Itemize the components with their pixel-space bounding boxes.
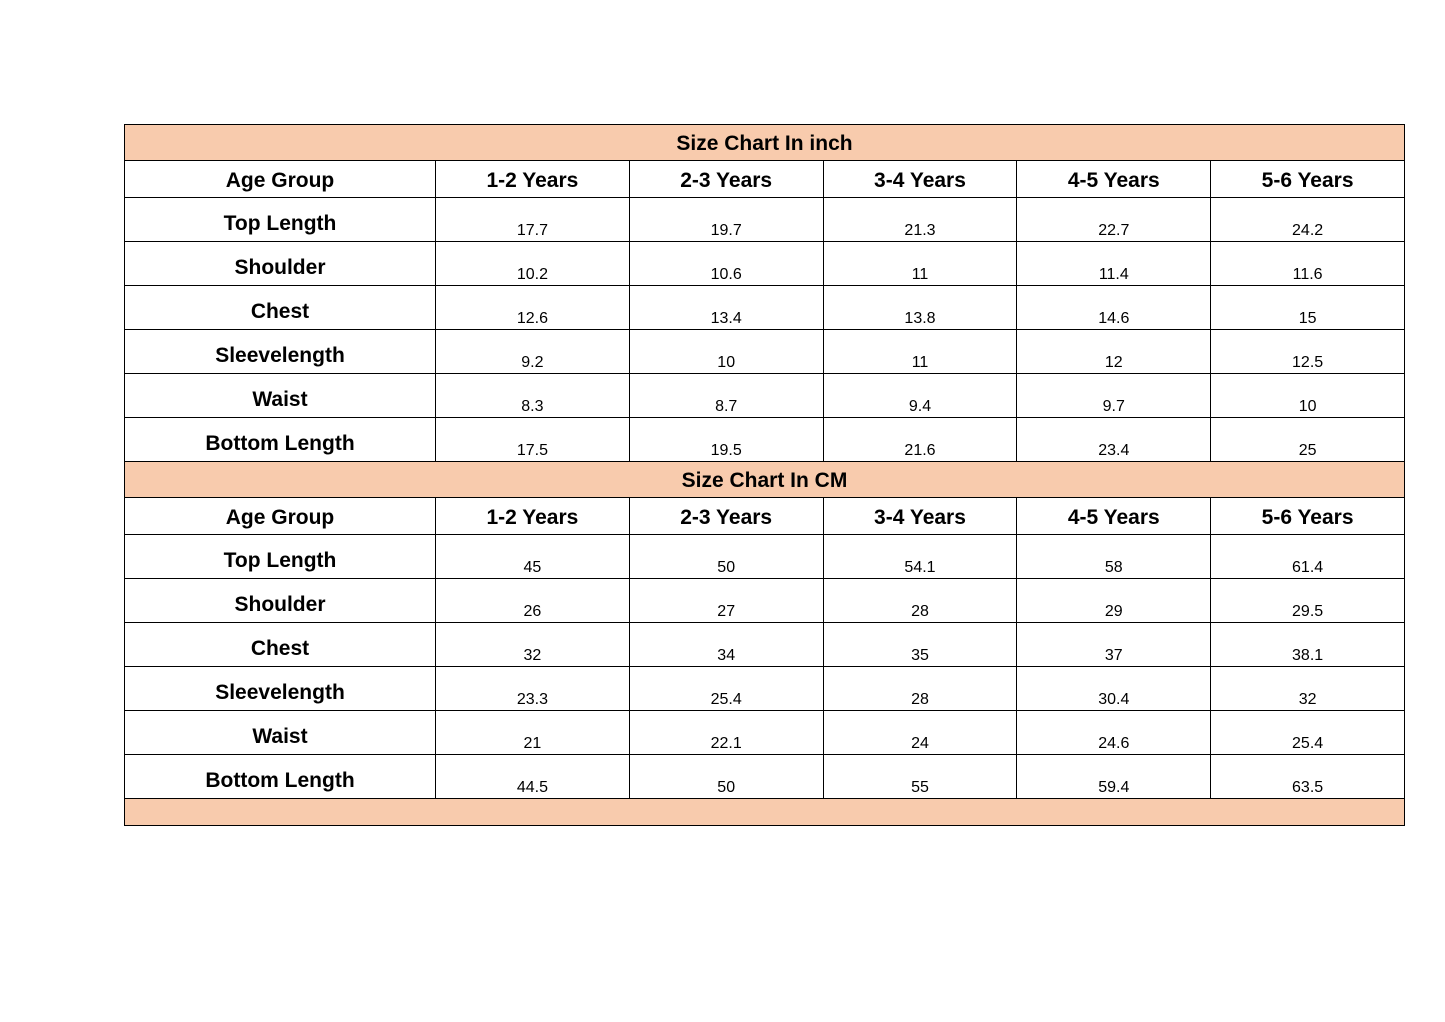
value-cell: 63.5	[1211, 755, 1405, 799]
value-cell: 11.4	[1017, 242, 1211, 286]
cm-header-row	[125, 498, 1405, 535]
row-label: Waist	[125, 711, 436, 755]
table-row	[125, 330, 1405, 374]
value-cell: 11	[823, 242, 1017, 286]
size-chart-table	[124, 124, 1405, 826]
table-row	[125, 286, 1405, 330]
value-cell: 9.2	[436, 330, 630, 374]
header-cell: 4-5 Years	[1017, 498, 1211, 535]
value-cell: 32	[1211, 667, 1405, 711]
header-cell: 3-4 Years	[823, 498, 1017, 535]
value-cell: 8.7	[629, 374, 823, 418]
value-cell: 23.3	[436, 667, 630, 711]
table-row	[125, 711, 1405, 755]
value-cell: 17.5	[436, 418, 630, 462]
footer-band-row	[125, 799, 1405, 826]
value-cell: 37	[1017, 623, 1211, 667]
value-cell: 21	[436, 711, 630, 755]
value-cell: 44.5	[436, 755, 630, 799]
value-cell: 24.6	[1017, 711, 1211, 755]
value-cell: 12.6	[436, 286, 630, 330]
row-label: Shoulder	[125, 242, 436, 286]
value-cell: 29	[1017, 579, 1211, 623]
row-label: Sleevelength	[125, 667, 436, 711]
header-cell-age-group: Age Group	[125, 498, 436, 535]
value-cell: 11	[823, 330, 1017, 374]
value-cell: 34	[629, 623, 823, 667]
table-row	[125, 535, 1405, 579]
value-cell: 10.6	[629, 242, 823, 286]
inch-section-title-row	[125, 125, 1405, 161]
cm-section-title-row	[125, 462, 1405, 498]
value-cell: 28	[823, 667, 1017, 711]
row-label: Chest	[125, 286, 436, 330]
table-row	[125, 198, 1405, 242]
value-cell: 8.3	[436, 374, 630, 418]
value-cell: 55	[823, 755, 1017, 799]
header-cell: 3-4 Years	[823, 161, 1017, 198]
value-cell: 29.5	[1211, 579, 1405, 623]
row-label: Chest	[125, 623, 436, 667]
table-row	[125, 418, 1405, 462]
value-cell: 9.4	[823, 374, 1017, 418]
value-cell: 54.1	[823, 535, 1017, 579]
value-cell: 35	[823, 623, 1017, 667]
value-cell: 19.7	[629, 198, 823, 242]
value-cell: 10	[629, 330, 823, 374]
value-cell: 13.4	[629, 286, 823, 330]
value-cell: 58	[1017, 535, 1211, 579]
value-cell: 23.4	[1017, 418, 1211, 462]
value-cell: 14.6	[1017, 286, 1211, 330]
value-cell: 17.7	[436, 198, 630, 242]
header-cell: 4-5 Years	[1017, 161, 1211, 198]
value-cell: 12	[1017, 330, 1211, 374]
header-cell: 5-6 Years	[1211, 161, 1405, 198]
row-label: Bottom Length	[125, 418, 436, 462]
value-cell: 26	[436, 579, 630, 623]
value-cell: 25.4	[629, 667, 823, 711]
value-cell: 30.4	[1017, 667, 1211, 711]
row-label: Top Length	[125, 198, 436, 242]
value-cell: 24.2	[1211, 198, 1405, 242]
row-label: Sleevelength	[125, 330, 436, 374]
value-cell: 15	[1211, 286, 1405, 330]
header-cell-age-group: Age Group	[125, 161, 436, 198]
value-cell: 9.7	[1017, 374, 1211, 418]
footer-band	[125, 799, 1405, 826]
value-cell: 19.5	[629, 418, 823, 462]
value-cell: 11.6	[1211, 242, 1405, 286]
table-row	[125, 374, 1405, 418]
row-label: Waist	[125, 374, 436, 418]
row-label: Top Length	[125, 535, 436, 579]
header-cell: 2-3 Years	[629, 498, 823, 535]
value-cell: 13.8	[823, 286, 1017, 330]
value-cell: 38.1	[1211, 623, 1405, 667]
value-cell: 10.2	[436, 242, 630, 286]
value-cell: 22.1	[629, 711, 823, 755]
cm-section-title: Size Chart In CM	[125, 462, 1405, 498]
header-cell: 5-6 Years	[1211, 498, 1405, 535]
value-cell: 28	[823, 579, 1017, 623]
table-row	[125, 579, 1405, 623]
inch-header-row	[125, 161, 1405, 198]
table-row	[125, 667, 1405, 711]
value-cell: 21.3	[823, 198, 1017, 242]
value-cell: 24	[823, 711, 1017, 755]
value-cell: 45	[436, 535, 630, 579]
value-cell: 50	[629, 535, 823, 579]
value-cell: 32	[436, 623, 630, 667]
header-cell: 1-2 Years	[436, 498, 630, 535]
value-cell: 61.4	[1211, 535, 1405, 579]
value-cell: 12.5	[1211, 330, 1405, 374]
value-cell: 10	[1211, 374, 1405, 418]
table-row	[125, 242, 1405, 286]
inch-section-title: Size Chart In inch	[125, 125, 1405, 161]
row-label: Bottom Length	[125, 755, 436, 799]
header-cell: 2-3 Years	[629, 161, 823, 198]
table-row	[125, 623, 1405, 667]
value-cell: 50	[629, 755, 823, 799]
value-cell: 25.4	[1211, 711, 1405, 755]
value-cell: 21.6	[823, 418, 1017, 462]
table-row	[125, 755, 1405, 799]
value-cell: 27	[629, 579, 823, 623]
value-cell: 25	[1211, 418, 1405, 462]
value-cell: 59.4	[1017, 755, 1211, 799]
header-cell: 1-2 Years	[436, 161, 630, 198]
value-cell: 22.7	[1017, 198, 1211, 242]
row-label: Shoulder	[125, 579, 436, 623]
